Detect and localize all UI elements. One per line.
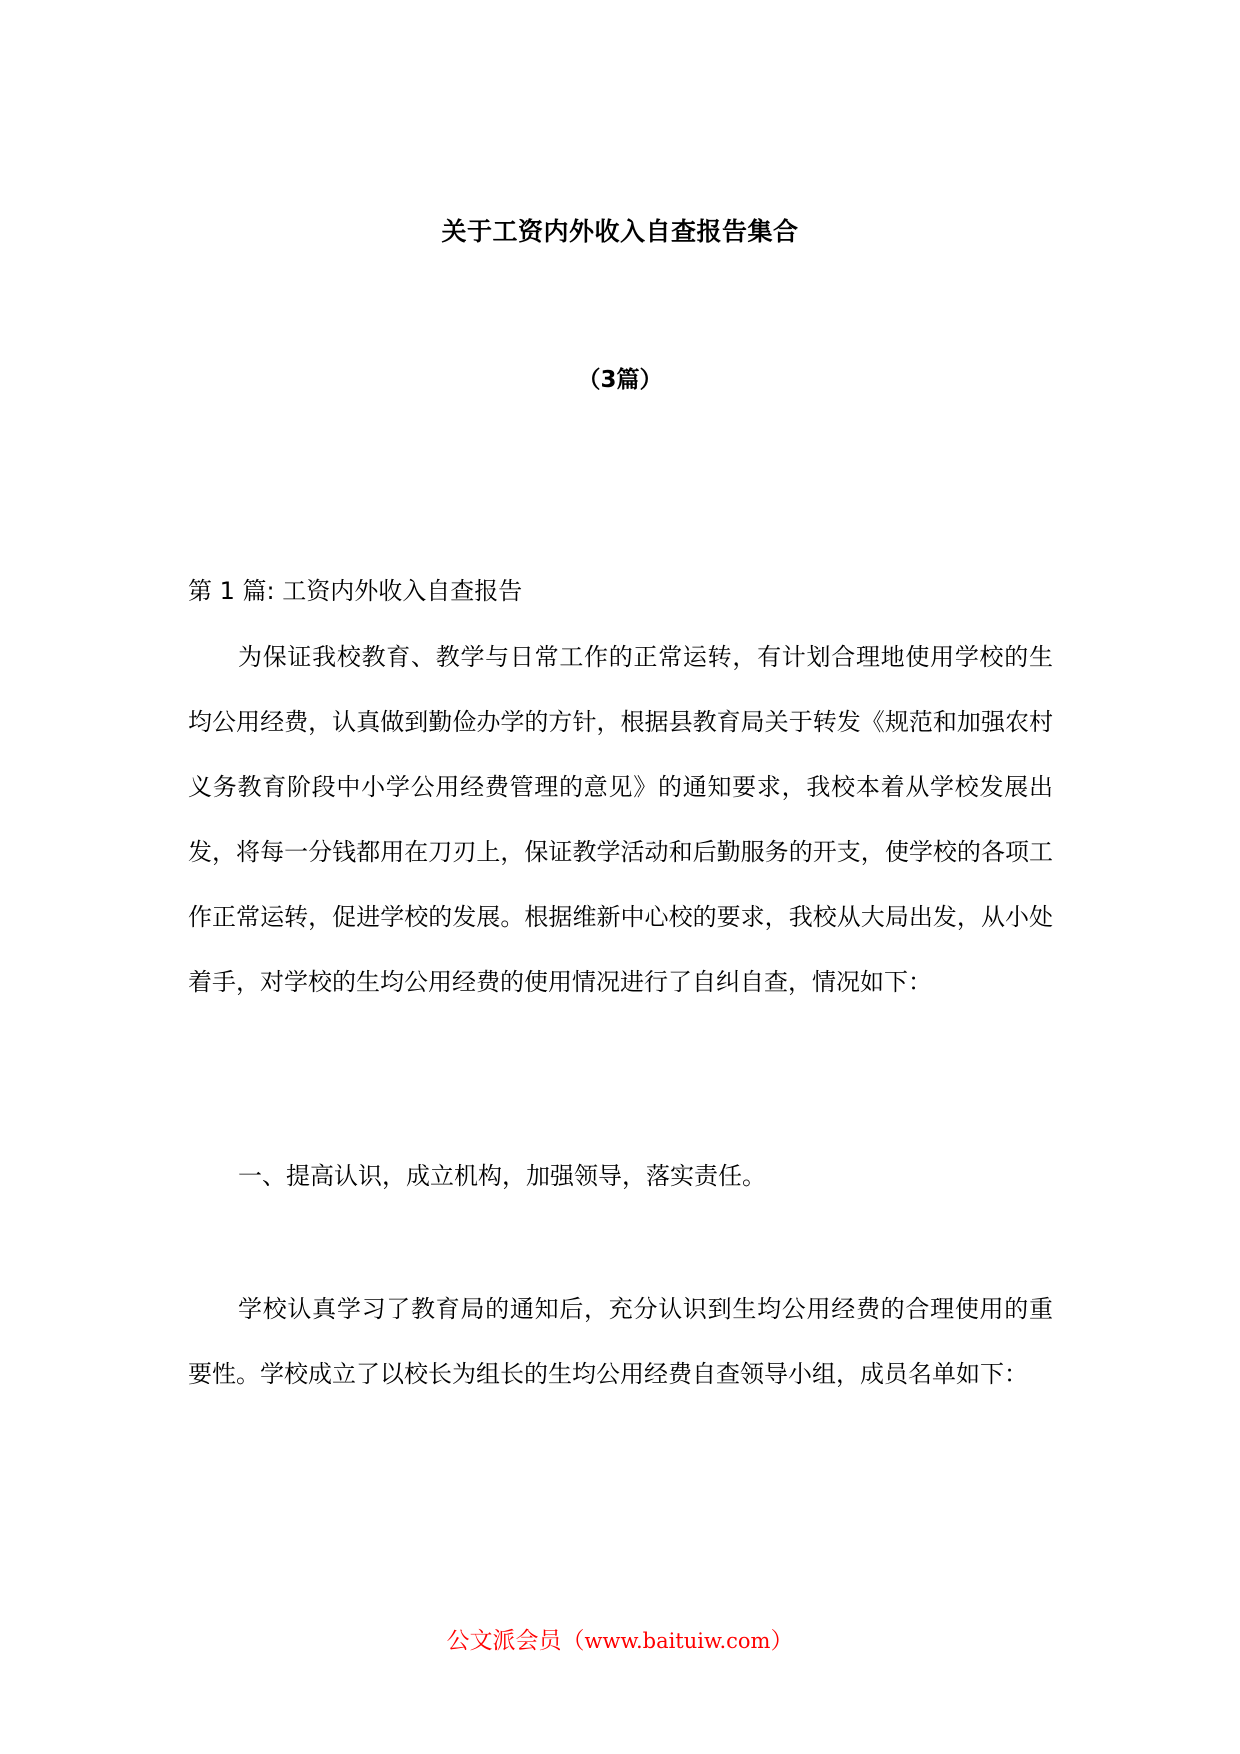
document-title: 关于工资内外收入自查报告集合 <box>441 217 799 246</box>
footer-label: 公文派会员（ <box>446 1628 585 1654</box>
footer-url: www.baituiw.com <box>584 1629 771 1653</box>
body-paragraph-1: 为保证我校教育、教学与日常工作的正常运转，有计划合理地使用学校的生均公用经费，认真做到勤俭办学的方针，根据县教育局关于转发《规范和加强农村义务教育阶段中小学公用经费管理的意见》的通知要求，我校本着从学校发展出发，将每一分钱都用在刀刃上，保证教学活动和后勤服务的开支，使学校的各项工作正常运转，促进学校的发展。根据维新中心校的要求，我校从大局出发，从小处着手，对学校的生均公用经费的使用情况进行了自纠自查，情况如下： <box>188 643 1053 996</box>
part-heading: 第 1 篇: 工资内外收入自查报告 <box>188 577 523 605</box>
footer-watermark <box>0 1622 1240 1655</box>
footer-close: ） <box>770 1628 794 1654</box>
section-heading: 一、提高认识，成立机构，加强领导，落实责任。 <box>238 1162 766 1190</box>
body-paragraph-2: 学校认真学习了教育局的通知后，充分认识到生均公用经费的合理使用的重要性。学校成立了以校长为组长的生均公用经费自查领导小组，成员名单如下： <box>188 1295 1053 1388</box>
document-subtitle: （3篇） <box>577 367 663 393</box>
